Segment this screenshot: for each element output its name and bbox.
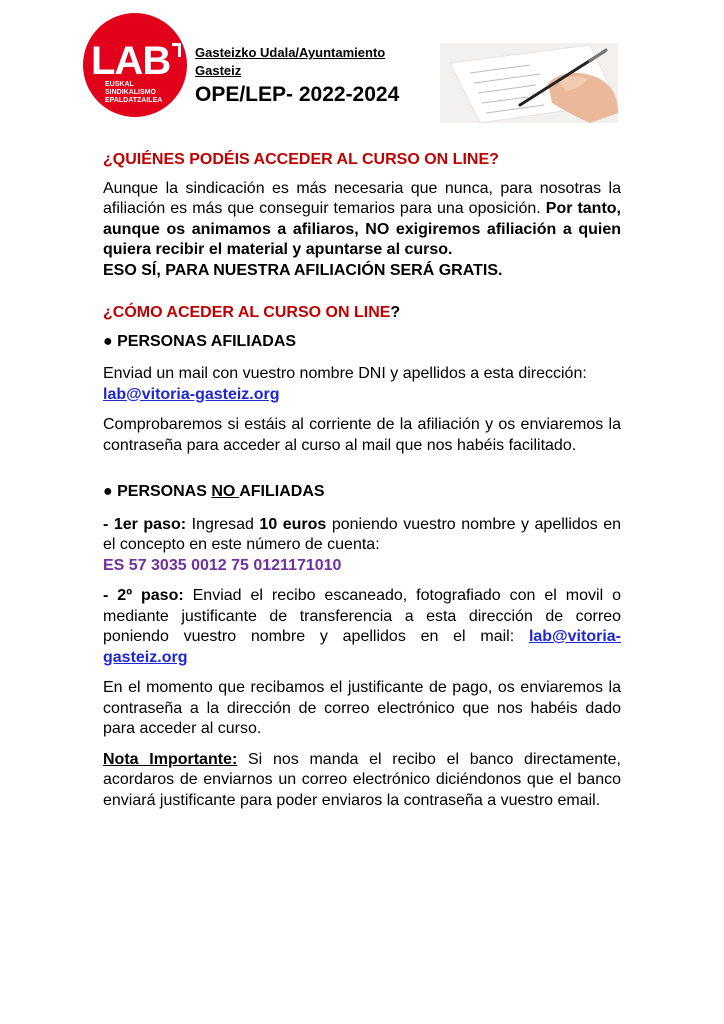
affiliated-email-link[interactable]: lab@vitoria-gasteiz.org bbox=[103, 385, 280, 403]
writing-hand-photo bbox=[440, 43, 618, 123]
important-note: Nota Importante: Si nos manda el recibo el banco directamente, acordaros de enviarnos un correo electrónico diciéndonos que el banco enviará justificante para poder enviaros la contraseña a vuestro email. bbox=[103, 750, 621, 809]
document-body bbox=[103, 150, 621, 821]
payment-confirmation-text: En el momento que recibamos el justificante de pago, os enviaremos la contraseña a la dirección de correo electrónico que nos habéis dado para acceder al curso. bbox=[103, 679, 621, 737]
intro-paragraph: Aunque la sindicación es más necesaria que nunca, para nosotras la afiliación es más que conseguir temarios para una oposición. Por tanto, aunque os animamos a afiliaros, NO exigiremos afiliación a quien quiera recibir el material y apuntarse al curso. ESO SÍ, PARA NUESTRA AFILIACIÓN SERÁ GRATIS. bbox=[103, 179, 622, 279]
page-title: OPE/LEP- 2022-2024 bbox=[195, 83, 400, 106]
lab-logo bbox=[83, 13, 187, 117]
section-heading-how: ¿CÓMO ACEDER AL CURSO ON LINE? bbox=[103, 304, 401, 321]
non-affiliated-title: ● PERSONAS NO AFILIADAS bbox=[103, 483, 325, 500]
municipality-name: Gasteizko Udala/Ayuntamiento Gasteiz bbox=[195, 45, 386, 78]
logo-tagline: EUSKAL SINDIKALISMO EPALDATZAILEA bbox=[105, 81, 163, 104]
step-2: - 2º paso: Enviad el recibo escaneado, fotografiado con el movil o mediante justificante de transferencia a esta dirección de correo poniendo vuestro nombre y apellidos en el mail: lab@vitoria-gasteiz.org bbox=[103, 587, 621, 666]
logo-tick-mark bbox=[172, 43, 181, 57]
affiliated-followup: Comprobaremos si estáis al corriente de la afiliación y os enviaremos la contraseña para acceder al curso al mail que nos habéis facilitado. bbox=[103, 416, 621, 454]
step-1: - 1er paso: Ingresad 10 euros poniendo vuestro nombre y apellidos en el concepto en este número de cuenta: ES 57 3035 0012 75 0121171010 bbox=[103, 515, 621, 577]
step2-email-link[interactable]: lab@vitoria-gasteiz.org bbox=[103, 628, 621, 666]
affiliated-instructions: Enviad un mail con vuestro nombre DNI y apellidos a esta dirección: lab@vitoria-gasteiz.org bbox=[103, 365, 587, 403]
free-for-members-note: ESO SÍ, PARA NUESTRA AFILIACIÓN SERÁ GRATIS. bbox=[103, 261, 503, 279]
bank-account-number: ES 57 3035 0012 75 0121171010 bbox=[103, 556, 342, 574]
affiliated-title: ● PERSONAS AFILIADAS bbox=[103, 332, 297, 350]
logo-text: LAB bbox=[91, 39, 171, 83]
section-heading-who: ¿QUIÉNES PODÉIS ACCEDER AL CURSO ON LINE? bbox=[103, 151, 499, 168]
